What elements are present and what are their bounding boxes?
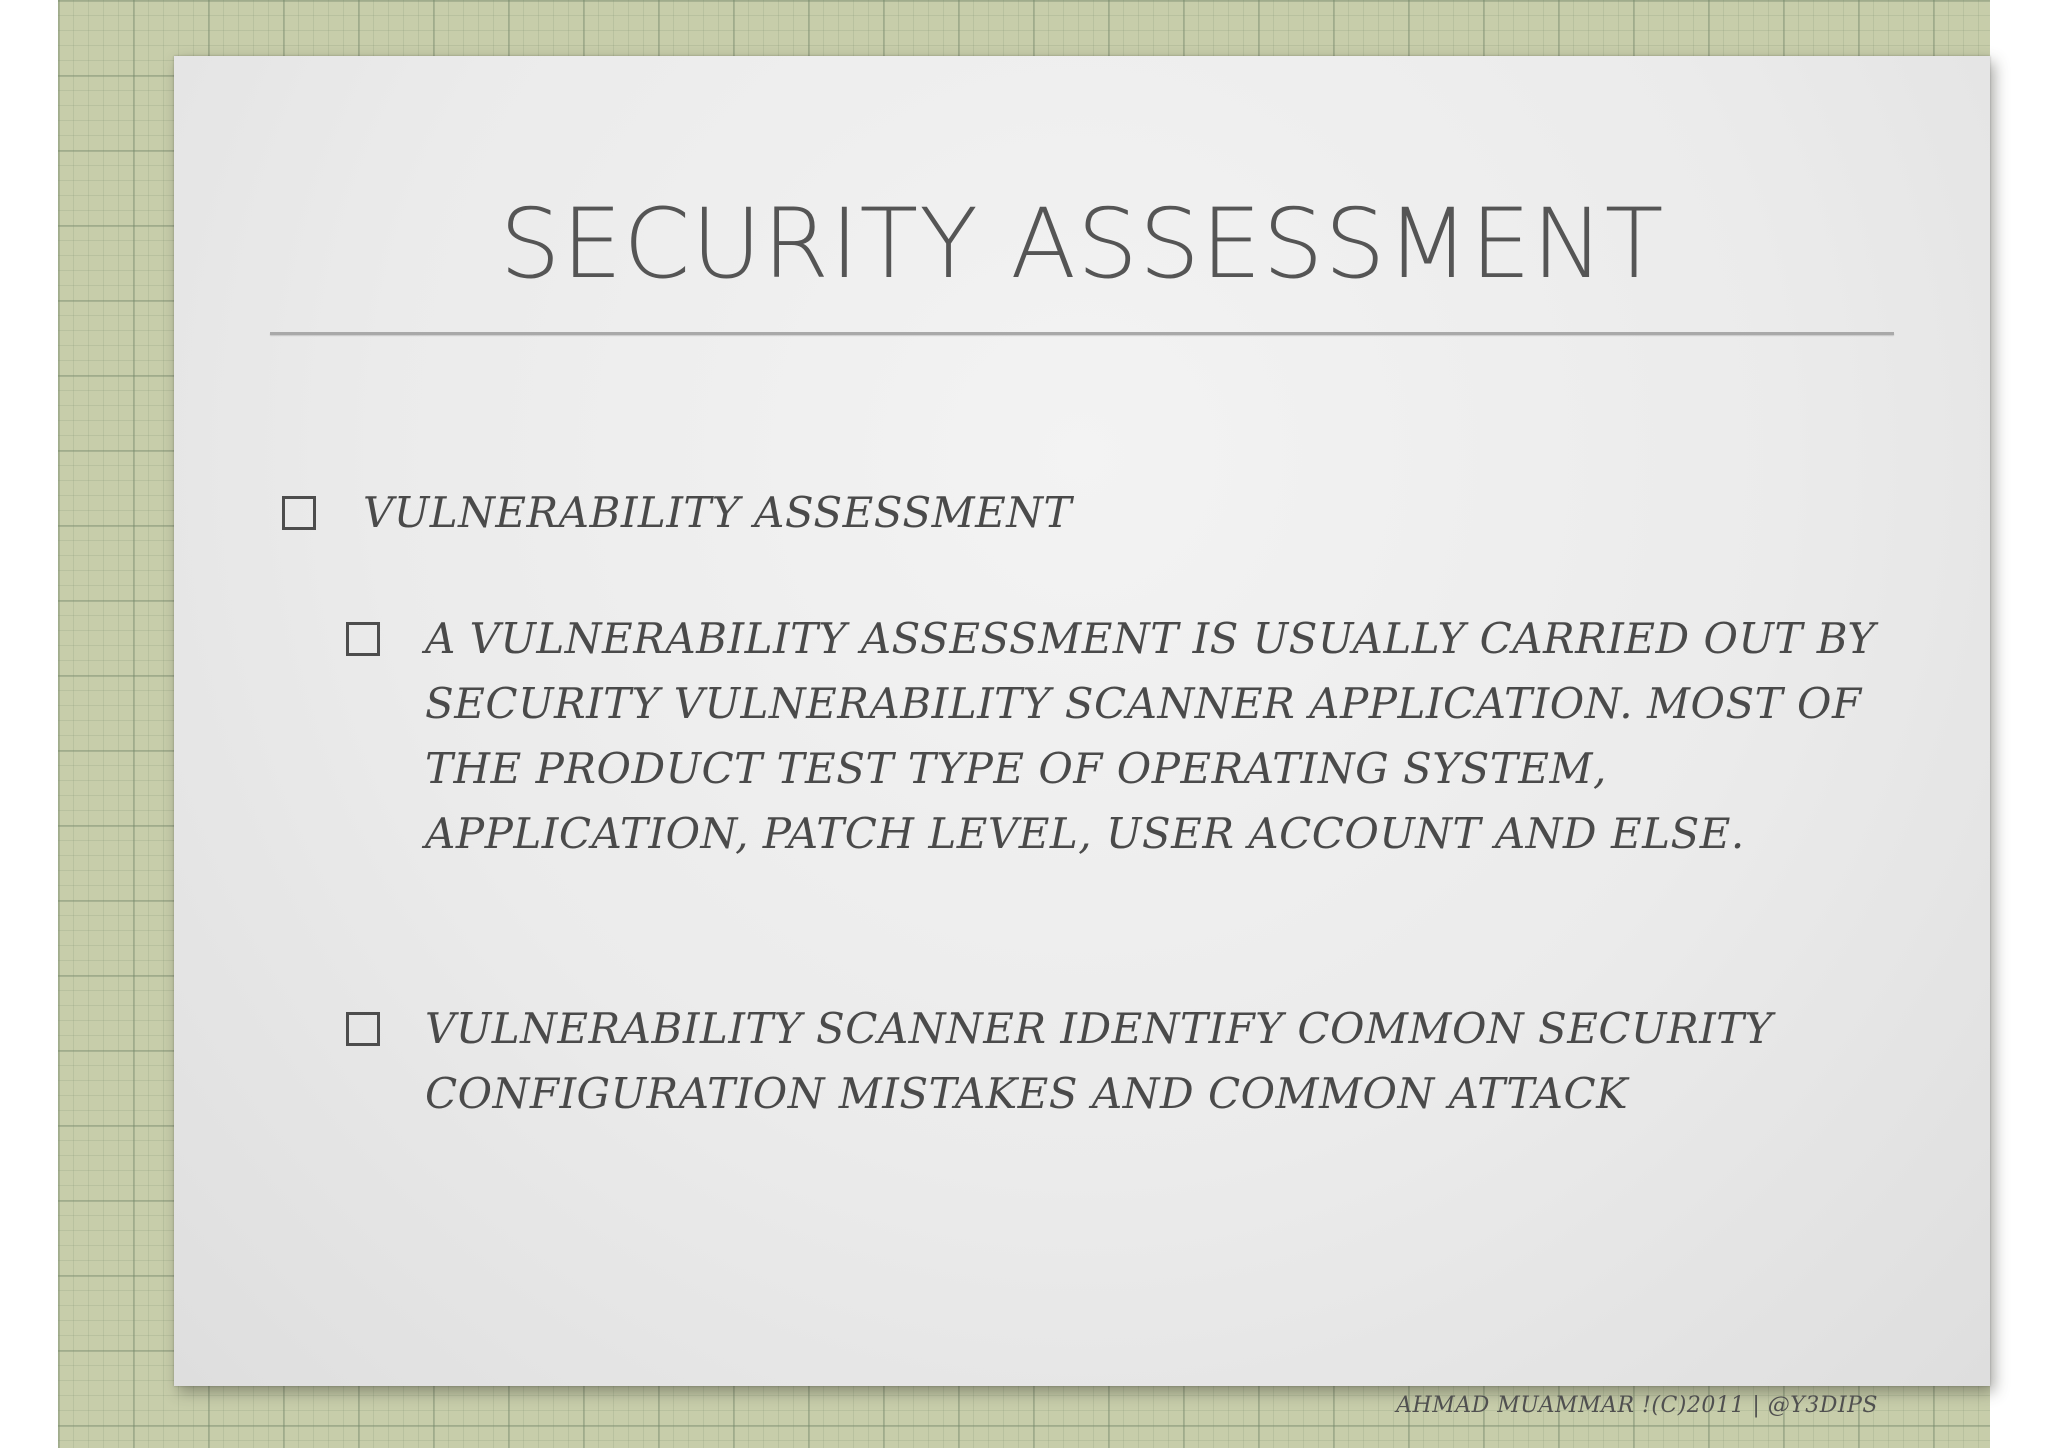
bullet-item xyxy=(282,490,1072,545)
checkbox-bullet-icon xyxy=(346,622,380,656)
footer-credit: AHMAD MUAMMAR !(C)2011 | @Y3DIPS xyxy=(1396,1393,1878,1418)
slide-card xyxy=(174,56,1990,1386)
grid-paper-background xyxy=(58,0,1990,1448)
sub-bullet-item xyxy=(346,1006,1886,1126)
sub-bullet-text: A VULNERABILITY ASSESSMENT IS USUALLY CARRIED OUT BY SECURITY VULNERABILITY SCANNER APPLICATION. MOST OF THE PRODUCT TEST TYPE OF OPERATING SYSTEM, APPLICATION, PATCH LEVEL, USER ACCOUNT AND ELSE. xyxy=(425,614,1876,858)
sub-bullet-item xyxy=(346,616,1886,866)
checkbox-bullet-icon xyxy=(282,496,316,530)
bullet-text: VULNERABILITY ASSESSMENT xyxy=(363,488,1073,537)
checkbox-bullet-icon xyxy=(346,1012,380,1046)
sub-bullet-text: VULNERABILITY SCANNER IDENTIFY COMMON SECURITY CONFIGURATION MISTAKES AND COMMON ATTACK xyxy=(425,1004,1773,1118)
title-divider xyxy=(270,332,1894,335)
slide-title: SECURITY ASSESSMENT xyxy=(499,188,1665,300)
